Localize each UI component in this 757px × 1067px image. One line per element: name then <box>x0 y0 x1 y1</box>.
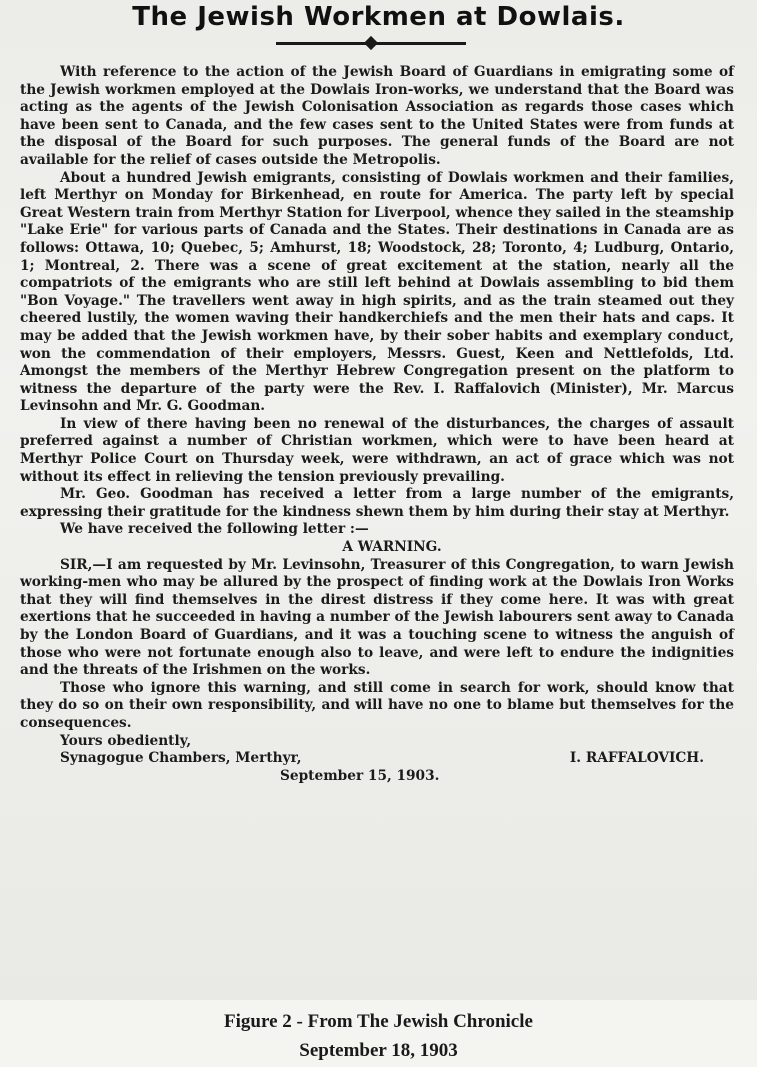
article-paragraph: Mr. Geo. Goodman has received a letter from a large number of the emigrants, expressing their gratitude for the kindness shewn them by him during their stay at Merthyr. <box>20 486 734 520</box>
letter-signature-row <box>20 750 734 768</box>
article-headline: The Jewish Workmen at Dowlais. <box>132 2 625 32</box>
figure-caption: Figure 2 - From The Jewish Chronicle <box>224 1011 533 1032</box>
letter-address: Synagogue Chambers, Merthyr, <box>60 750 302 767</box>
figure-caption-date: September 18, 1903 <box>299 1040 458 1061</box>
letter-signatory: I. RAFFALOVICH. <box>569 750 704 767</box>
article-body <box>20 64 734 785</box>
letter-closing: Yours obediently, <box>60 732 192 749</box>
article-paragraph: With reference to the action of the Jewish Board of Guardians in emigrating some of the Jewish workmen employed at the Dowlais Iron-works, we understand that the Board was acting as the agents of the Jewish Colonisation Association as regards those cases which have been sent to Canada, and the few cases sent to the United States were from funds at the disposal of the Board for such purposes. The general funds of the Board are not available for the relief of cases outside the Metropolis. <box>20 64 734 168</box>
article-paragraph: We have received the following letter :— <box>60 521 369 538</box>
letter-paragraph: Those who ignore this warning, and still come in search for work, should know that they do so on their own responsibility, and will have no one to blame but themselves for the consequences. <box>20 679 734 731</box>
letter-title: A WARNING. <box>342 539 442 556</box>
article-paragraph: About a hundred Jewish emigrants, consisting of Dowlais workmen and their families, left Merthyr on Monday for Birkenhead, en route for America. The party left by special Great Western train from Merthyr Station for Liverpool, whence they sailed in the steamship "Lake Erie" for various parts of Canada and the States. Their destinations in Canada are as follows: Ottawa, 10; Quebec, 5; Amhurst, 18; Woodstock, 28; Toronto, 4; Ludburg, Ontario, 1; Montreal, 2. There was a scene of great excitement at the station, nearly all the compatriots of the emigrants who are still left behind at Dowlais assembling to bid them "Bon Voyage." The travellers went away in high spirits, and as the train steamed out they cheered lustily, the women waving their handkerchiefs and the men their hats and caps. It may be added that the Jewish workmen have, by their sober habits and exemplary conduct, won the commendation of their employers, Messrs. Guest, Keen and Nettlefolds, Ltd. Amongst the members of the Merthyr Hebrew Congregation present on the platform to witness the departure of the party were the Rev. I. Raffalovich (Minister), Mr. Marcus Levinsohn and Mr. G. Goodman. <box>20 169 734 415</box>
article-paragraph: In view of there having been no renewal of the disturbances, the charges of assault preferred against a number of Christian workmen, which were to have been heard at Merthyr Police Court on Thursday week, were withdrawn, an act of grace which was not without its effect in relieving the tension previously prevailing. <box>20 415 734 485</box>
rule-diamond-ornament <box>364 36 378 50</box>
letter-paragraph: SIR,—I am requested by Mr. Levinsohn, Treasurer of this Congregation, to warn Jewish working-men who may be allured by the prospect of finding work at the Dowlais Iron Works that they will find themselves in the direst distress if they come here. It was with great exertions that he succeeded in having a number of the Jewish labourers sent away to Canada by the London Board of Guardians, and it was a touching scene to witness the anguish of those who were not fortunate enough also to leave, and were left to endure the indignities and the threats of the Irishmen on the works. <box>20 556 734 679</box>
letter-date: September 15, 1903. <box>280 767 440 784</box>
